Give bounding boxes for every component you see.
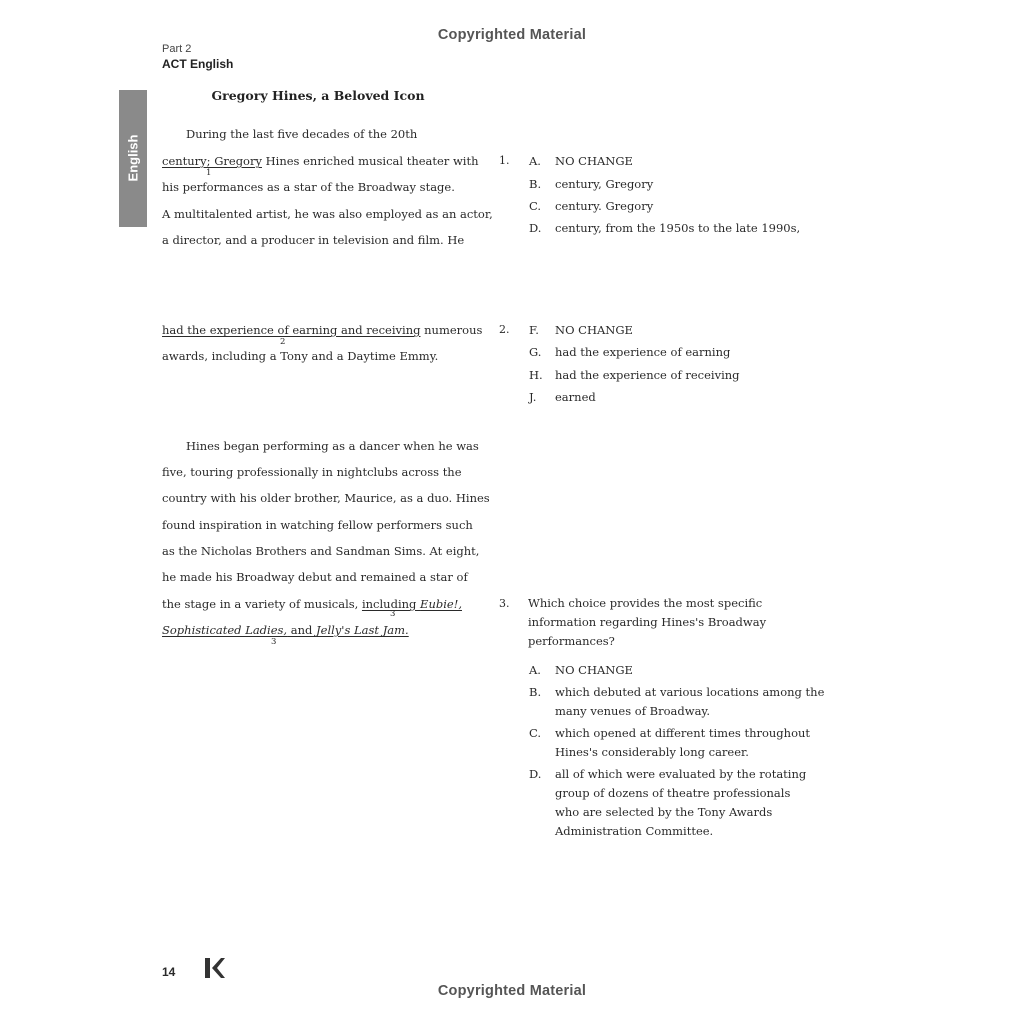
passage-text: numerous — [420, 323, 483, 337]
question-number-3: 3. — [499, 597, 510, 610]
option-line: Administration Committee. — [555, 824, 714, 838]
option-line: all of which were evaluated by the rotating — [555, 767, 807, 781]
option-letter: J. — [529, 390, 537, 404]
option-letter: B. — [529, 177, 542, 191]
passage-line: his performances as a star of the Broadway stage. — [162, 180, 455, 194]
passage-line: During the last five decades of the 20th — [186, 127, 418, 141]
underlined-italic-text: Jelly's Last Jam. — [316, 623, 409, 637]
passage-line — [162, 597, 462, 611]
option-text — [555, 765, 806, 841]
option-letter: C. — [529, 726, 542, 740]
underlined-italic-text: Sophisticated Ladies, — [162, 623, 288, 637]
reference-number-3-end: 3 — [271, 637, 277, 647]
question-number-2: 2. — [499, 323, 510, 336]
option-text: NO CHANGE — [555, 154, 633, 168]
kaplan-k-logo-icon — [204, 956, 226, 984]
option-letter: B. — [529, 685, 542, 699]
underlined-segment-1: century; Gregory — [162, 154, 262, 168]
underlined-segment-2: had the experience of earning and receiving — [162, 323, 421, 337]
underlined-segment-3-continued — [162, 623, 409, 637]
reference-number-1: 1 — [206, 168, 212, 178]
option-letter: G. — [529, 345, 542, 359]
passage-text: Hines enriched musical theater with — [261, 154, 479, 168]
passage-line: he made his Broadway debut and remained a star of — [162, 570, 468, 584]
option-letter: D. — [529, 221, 542, 235]
copyright-footer: Copyrighted Material — [437, 983, 587, 999]
option-line: group of dozens of theatre professionals — [555, 786, 791, 800]
passage-line — [162, 154, 479, 168]
option-letter: D. — [529, 767, 542, 781]
option-text — [555, 724, 810, 762]
passage-line: a director, and a producer in television and film. He — [162, 233, 465, 247]
side-tab-label: English — [125, 134, 141, 182]
passage-line: Hines began performing as a dancer when he was — [186, 439, 479, 453]
side-tab — [119, 90, 147, 227]
passage-line: found inspiration in watching fellow performers such — [162, 518, 473, 532]
option-line: which opened at different times throughout — [555, 726, 811, 740]
option-letter: H. — [529, 368, 543, 382]
passage-line — [162, 623, 409, 637]
stem-line: performances? — [528, 634, 615, 648]
option-line: NO CHANGE — [555, 663, 633, 677]
option-letter: F. — [529, 323, 539, 337]
reference-number-3: 3 — [390, 609, 396, 619]
passage-line: awards, including a Tony and a Daytime Emmy. — [162, 349, 439, 363]
passage-title: Gregory Hines, a Beloved Icon — [211, 88, 425, 103]
option-text: had the experience of receiving — [555, 368, 740, 382]
option-text: century. Gregory — [555, 199, 654, 213]
option-text: had the experience of earning — [555, 345, 731, 359]
option-line: who are selected by the Tony Awards — [555, 805, 773, 819]
option-text: earned — [555, 390, 596, 404]
page-number: 14 — [162, 965, 176, 979]
option-text — [555, 683, 824, 721]
option-letter: C. — [529, 199, 542, 213]
underlined-italic-text: Eubie!, — [420, 597, 462, 611]
passage-line — [162, 323, 482, 337]
passage-line: country with his older brother, Maurice, as a duo. Hines — [162, 491, 490, 505]
passage-text: the stage in a variety of musicals, — [162, 597, 362, 611]
option-line: which debuted at various locations among the — [555, 685, 825, 699]
underlined-segment-3 — [362, 597, 462, 611]
copyright-header: Copyrighted Material — [437, 27, 587, 43]
stem-line: Which choice provides the most specific — [528, 596, 763, 610]
passage-line: as the Nicholas Brothers and Sandman Sims. At eight, — [162, 544, 480, 558]
underlined-text: including — [361, 597, 421, 611]
option-letter: A. — [529, 663, 541, 677]
option-line: Hines's considerably long career. — [555, 745, 749, 759]
reference-number-2: 2 — [280, 337, 286, 347]
question-3-stem — [528, 594, 766, 651]
option-text: century, from the 1950s to the late 1990s, — [555, 221, 801, 235]
question-number-1: 1. — [499, 154, 510, 167]
option-letter: A. — [529, 154, 541, 168]
section-label: ACT English — [162, 57, 234, 71]
option-line: many venues of Broadway. — [555, 704, 711, 718]
underlined-text: and — [287, 623, 317, 637]
option-text: NO CHANGE — [555, 323, 633, 337]
stem-line: information regarding Hines's Broadway — [528, 615, 767, 629]
option-text — [555, 663, 633, 677]
part-label: Part 2 — [162, 43, 192, 55]
passage-line: five, touring professionally in nightclubs across the — [162, 465, 462, 479]
option-text: century, Gregory — [555, 177, 654, 191]
passage-line: A multitalented artist, he was also employed as an actor, — [162, 207, 493, 221]
